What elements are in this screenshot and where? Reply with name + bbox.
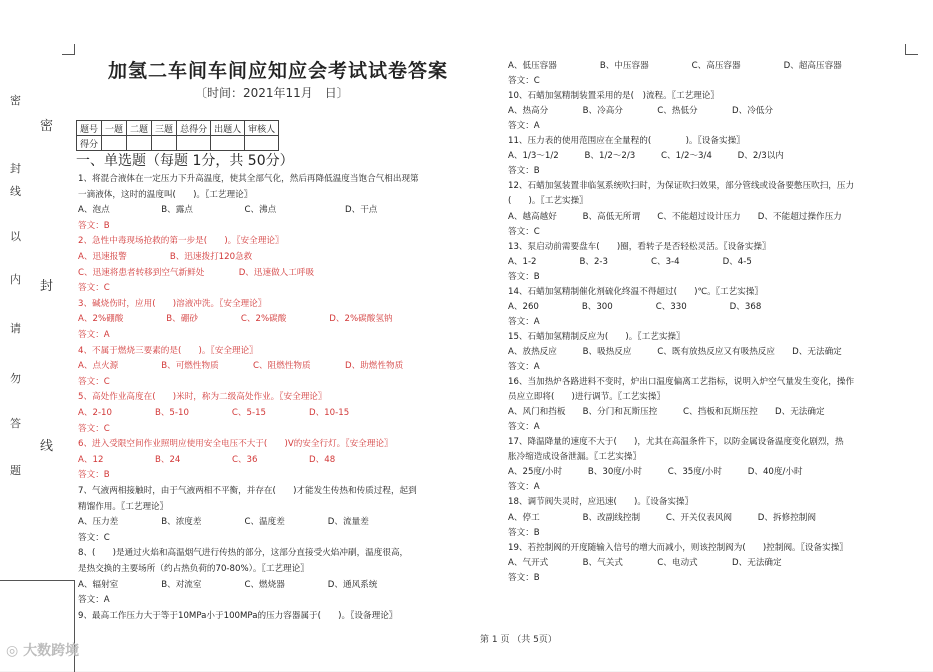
question-line: 18、调节阀失灵时，应迅速( )。〖设备实操〗 — [508, 497, 694, 508]
question-line: 员应立即将( )进行调节。〖工艺实操〗 — [508, 392, 666, 403]
score-cell[interactable] — [152, 136, 177, 151]
exam-time: 〔时间：2021年11月 日〕 — [195, 86, 349, 100]
question-line: A、辐射室 B、对流室 C、燃烧器 D、通风系统 — [78, 579, 378, 590]
question-line: 10、石蜡加氢精制装置采用的是( )流程。〖工艺理论〗 — [508, 91, 719, 102]
question-line: 12、石蜡加氢装置非临氢系统吹扫时，为保证吹扫效果，部分管线或设备要憋压吹扫，压力 — [508, 181, 855, 192]
question-line: A、点火源 B、可燃性物质 C、阻燃性物质 D、助燃性物质 — [78, 361, 404, 372]
question-line: 6、进入受限空间作业照明应使用安全电压不大于( )V的安全行灯。〖安全理论〗 — [78, 439, 393, 450]
question-line: A、泡点 B、露点 C、沸点 D、干点 — [78, 205, 378, 216]
question-line: A、12 B、24 C、36 D、48 — [78, 454, 336, 465]
score-cell[interactable] — [211, 136, 245, 151]
score-table-header-cell: 审核人 — [245, 121, 279, 136]
margin-seal-char: 线 — [40, 439, 54, 454]
answer-line: 答文：A — [78, 595, 110, 606]
question-line: A、1-2 B、2-3 C、3-4 D、4-5 — [508, 256, 752, 267]
question-line: 9、最高工作压力大于等于10MPa小于100MPa的压力容器属于( )。〖设备理论〗 — [78, 610, 398, 621]
page-footer: 第 1 页 （共 5页） — [480, 635, 557, 645]
question-line: 3、碱烧伤时，应用( )溶液冲洗。〖安全理论〗 — [78, 298, 267, 309]
question-line: 一滴液体，这时的温度叫( )。〖工艺理论〗 — [78, 189, 253, 200]
question-line: 14、石蜡加氢精制催化剂硫化终温不得超过( )℃。〖工艺实操〗 — [508, 286, 764, 297]
question-line: 5、高处作业高度在( )米时，称为二级高处作业。〖安全理论〗 — [78, 392, 327, 403]
question-line: 胀冷缩造成设备泄漏。〖工艺实操〗 — [508, 452, 642, 463]
question-line: 17、降温降量的速度不大于( )，尤其在高温条件下，以防金属设备温度变化剧烈，热 — [508, 437, 844, 448]
question-line: 是热交换的主要场所（约占热负荷的70-80%）。〖工艺理论〗 — [78, 564, 309, 574]
score-cell[interactable] — [102, 136, 127, 151]
question-line: A、迅速报警 B、迅速拨打120急救 — [78, 252, 253, 262]
margin-seal-char: 封 — [40, 279, 54, 294]
score-row-label: 得分 — [77, 136, 102, 151]
score-table-header-cell: 出题人 — [211, 121, 245, 136]
section-title: 一、单选题（每题 1分，共 50分） — [76, 153, 294, 169]
watermark-logo: ◎ 大数跨境 — [6, 643, 80, 659]
question-line: A、风门和挡板 B、分门和瓦斯压控 C、挡板和瓦斯压控 D、无法确定 — [508, 407, 825, 418]
margin-char: 题 — [10, 464, 21, 477]
answer-line: 答文：A — [508, 482, 540, 493]
question-line: 7、气液两相接触时，由于气液两相不平衡，并存在( )才能发生传热和传质过程，起到 — [78, 486, 417, 496]
margin-char: 以 — [10, 230, 21, 243]
score-table-header-cell: 总得分 — [177, 121, 211, 136]
answer-line: 答文：A — [78, 330, 110, 340]
question-line: 16、当加热炉各路进料不变时，炉出口温度偏离工艺指标，说明入炉空气量发生变化，操作 — [508, 377, 855, 388]
question-line: 4、不属于燃烧三要素的是( )。〖安全理论〗 — [78, 345, 258, 356]
score-table-header-cell: 二题 — [127, 121, 152, 136]
margin-char: 封 — [10, 162, 21, 175]
question-line: A、2%硼酸 B、硼砂 C、2%碳酸 D、2%碳酸氢钠 — [78, 314, 393, 325]
question-line: 11、压力表的使用范围应在全量程的( )。〖设备实操〗 — [508, 136, 745, 147]
crop-mark-top-left — [62, 44, 75, 55]
question-line: A、越高越好 B、高低无所谓 C、不能超过设计压力 D、不能超过操作压力 — [508, 211, 842, 222]
score-table-header-cell: 题号 — [77, 121, 102, 136]
answer-line: 答文：A — [508, 316, 540, 327]
question-line: A、压力差 B、浓度差 C、温度差 D、流量差 — [78, 517, 369, 528]
answer-line: 答文：B — [508, 527, 540, 538]
margin-char: 密 — [10, 94, 21, 107]
score-cell[interactable] — [127, 136, 152, 151]
margin-seal-char: 密 — [40, 119, 54, 134]
score-table-header-row — [77, 121, 279, 136]
score-table-header-cell: 一题 — [102, 121, 127, 136]
question-line: A、25度/小时 B、30度/小时 C、35度/小时 D、40度/小时 — [508, 467, 803, 478]
page-title: 加氢二车间车间应知应会考试试卷答案 — [108, 60, 449, 82]
question-line: ( )。〖工艺实操〗 — [508, 196, 588, 207]
question-line: 2、急性中毒现场抢救的第一步是( )。〖安全理论〗 — [78, 236, 284, 247]
answer-line: 答文：C — [508, 226, 540, 237]
margin-char: 请 — [10, 322, 21, 335]
question-line: 8、( )是通过火焰和高温烟气进行传热的部分，这部分直接受火焰冲刷，温度很高， — [78, 548, 409, 559]
margin-char: 线 — [10, 185, 21, 198]
question-line: A、1/3～1/2 B、1/2～2/3 C、1/2～3/4 D、2/3以内 — [508, 151, 784, 162]
question-line: A、热高分 B、冷高分 C、热低分 D、冷低分 — [508, 106, 774, 117]
answer-line: 答文：A — [508, 121, 540, 132]
answer-line: 答文：B — [508, 271, 540, 282]
score-table — [76, 120, 279, 151]
question-line: C、迅速将患者转移到空气新鲜处 D、迅速做人工呼吸 — [78, 267, 315, 278]
question-line: 1、将混合液体在一定压力下升高温度，使其全部气化，然后再降低温度当饱合气相出现第 — [78, 174, 419, 184]
answer-line: 答文：C — [508, 76, 540, 87]
answer-line: 答文：C — [78, 532, 110, 543]
question-line: 19、若控制阀的开度随输入信号的增大而减小，则该控制阀为( )控制阀。〖设备实操〗 — [508, 542, 848, 553]
margin-char: 答 — [10, 417, 21, 430]
watermark-text: 大数跨境 — [23, 643, 80, 659]
margin-char: 勿 — [10, 372, 21, 385]
question-line: 15、石蜡加氢精制反应为( )。〖工艺实操〗 — [508, 331, 685, 342]
answer-line: 答文：B — [78, 470, 110, 481]
crop-mark-top-right — [905, 44, 918, 55]
score-cell[interactable] — [177, 136, 211, 151]
question-line: A、气开式 B、气关式 C、电动式 D、无法确定 — [508, 557, 782, 568]
score-cell[interactable] — [245, 136, 279, 151]
answer-line: 答文：B — [508, 572, 540, 583]
question-line: A、停工 B、改副线控制 C、开关仪表风阀 D、拆修控制阀 — [508, 512, 816, 523]
question-line: A、放热反应 B、吸热反应 C、既有放热反应又有吸热反应 D、无法确定 — [508, 346, 842, 357]
answer-line: 答文：C — [78, 283, 110, 294]
answer-line: 答文：B — [508, 166, 540, 177]
question-line: 13、泵启动前需要盘车( )圈，看转子是否轻松灵活。〖设备实操〗 — [508, 241, 771, 252]
score-table-score-row — [77, 136, 279, 151]
score-table-header-cell: 三题 — [152, 121, 177, 136]
margin-char: 内 — [10, 273, 21, 286]
answer-line: 答文：A — [508, 422, 540, 433]
question-line: A、260 B、300 C、330 D、368 — [508, 301, 762, 312]
question-line: 精馏作用。〖工艺理论〗 — [78, 501, 169, 512]
question-line: A、2-10 B、5-10 C、5-15 D、10-15 — [78, 408, 350, 418]
answer-line: 答文：C — [78, 423, 110, 434]
answer-line: 答文：B — [78, 220, 110, 231]
answer-line: 答文：A — [508, 362, 540, 372]
answer-line: 答文：C — [78, 376, 110, 387]
question-line: A、低压容器 B、中压容器 C、高压容器 D、超高压容器 — [508, 61, 842, 71]
